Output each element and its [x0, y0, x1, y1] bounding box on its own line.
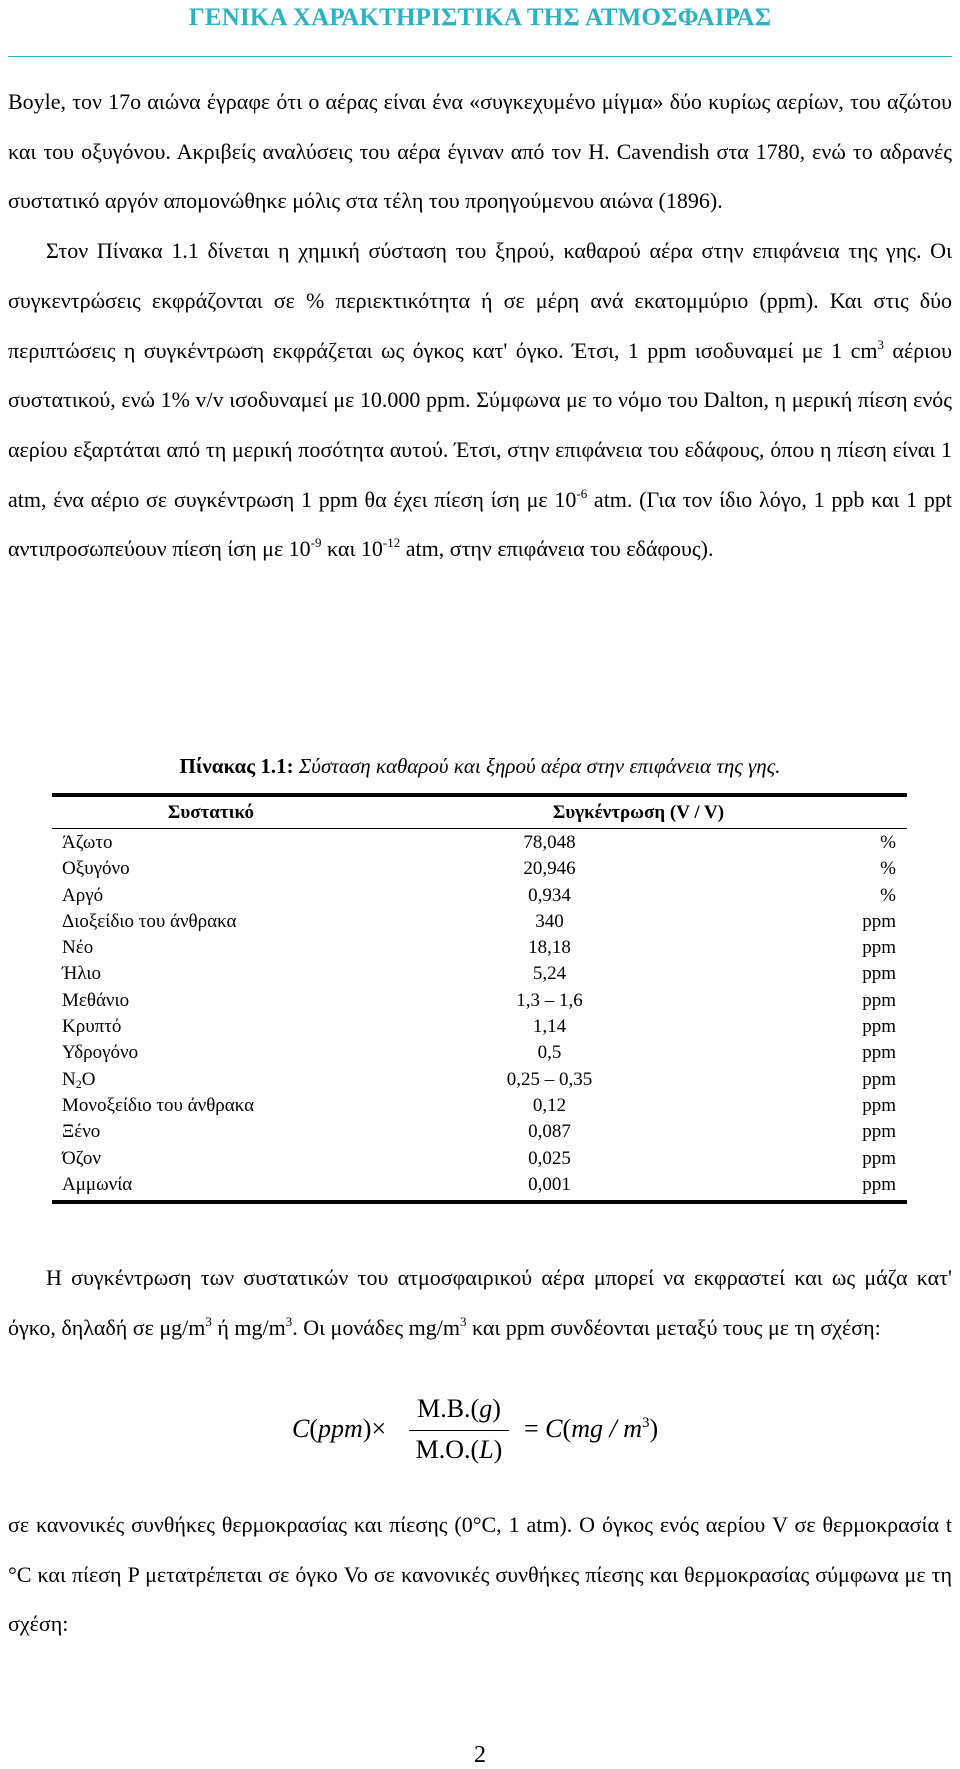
header-divider — [8, 56, 952, 57]
component-unit: % — [880, 832, 896, 853]
component-value: 78,048 — [523, 832, 576, 853]
component-name: Άζωτο — [62, 832, 113, 853]
component-name: Όζον — [62, 1147, 101, 1169]
superscript: 3 — [205, 1313, 212, 1329]
component-name: Οξυγόνο — [62, 858, 130, 880]
conditions-paragraph — [8, 1500, 952, 1649]
component-name: Κρυπτό — [62, 1016, 122, 1038]
component-value: 0,934 — [528, 884, 571, 906]
superscript: 3 — [459, 1313, 467, 1329]
formula-unit: mg / m — [571, 1414, 642, 1443]
table-row — [52, 935, 907, 961]
intro-text: και 10 — [321, 536, 383, 562]
superscript: 3 — [877, 336, 884, 352]
component-unit: ppm — [862, 1121, 896, 1143]
component-value: 20,946 — [523, 858, 576, 880]
component-name: Υδρογόνο — [62, 1042, 139, 1064]
composition-table — [52, 793, 907, 1204]
component-value: 0,25 – 0,35 — [506, 1068, 593, 1090]
intro-sentence-table-ref: Στον Πίνακα 1.1 δίνεται η χημική σύσταση του ξηρού, καθαρού αέρα στην επιφάνεια της γης. Οι συγκεντρώσεις εκφράζονται σε % περιεκτικότητα ή σε μέρη ανά εκατομμύριο (ppm). Και στις δύο περιπτώσεις η συγκέντρωση εκφράζεται ως όγκος κατ' όγκο. Έτσι, 1 ppm ισοδυναμεί με 1 cm — [8, 238, 952, 363]
component-unit: ppm — [862, 1016, 896, 1038]
table-bottom-rule — [52, 1200, 907, 1204]
formula-text: M.B.( — [417, 1394, 480, 1423]
component-value: 18,18 — [528, 937, 571, 959]
component-name: Νέο — [62, 937, 94, 959]
component-value: 340 — [535, 910, 564, 932]
formula-paren: ( — [309, 1414, 319, 1443]
superscript: 3 — [641, 1415, 650, 1431]
component-name: Ξένο — [62, 1121, 101, 1143]
table-row — [52, 1067, 907, 1093]
intro-text: αέριου συστατικού, ενώ 1% v/v ισοδυναμεί με 10.000 ppm. Σύμφωνα με το νόμο του Dalton, η μερική πίεση ενός αερίου εξαρτάται από τη μερική ποσότητα αυτού. Έτσι, στην επιφάνεια του εδάφους, όπου η πίεση είναι 1 atm, ένα αέριο σε συγκέντρωση 1 ppm θα έχει πίεση ίση με 10 — [8, 337, 952, 512]
intro-text: atm, στην επιφάνεια του εδάφους). — [400, 536, 714, 562]
table-row — [52, 883, 907, 909]
table-row — [52, 1014, 907, 1040]
units-text: ή mg/m — [211, 1314, 286, 1340]
running-header — [0, 0, 960, 40]
table-caption-label: Πίνακας 1.1: — [179, 754, 294, 778]
table-row — [52, 1093, 907, 1119]
table-row — [52, 1172, 907, 1198]
units-paragraph — [8, 1253, 952, 1352]
intro-sentence-boyle: Boyle, τον 17ο αιώνα έγραφε ότι ο αέρας είναι ένα «συγκεχυμένο μίγμα» δύο κυρίως αερίων, του αζώτου και του οξυγόνου. Ακριβείς αναλύσεις του αέρα έγιναν από τον H. Cavendish στα 1780, ενώ το αδρανές συστατικό αργόν απομονώθηκε μόλις στα τέλη του προηγούμενου αιώνα (1896). — [8, 89, 952, 214]
formula-text: M.O.( — [415, 1435, 480, 1464]
units-text: Η συγκέντρωση των συστατικών του ατμοσφαιρικού αέρα μπορεί να εκφραστεί και ως μάζα κατ' όγκο, δηλαδή σε μg/m — [8, 1265, 952, 1340]
component-unit: ppm — [862, 1068, 896, 1090]
component-value: 0,087 — [528, 1121, 571, 1143]
component-value: 0,12 — [532, 1094, 567, 1116]
component-unit: ppm — [862, 963, 896, 985]
conversion-formula — [290, 1390, 710, 1470]
formula-symbol: g — [479, 1394, 493, 1423]
conditions-text: σε κανονικές συνθήκες θερμοκρασίας και πίεσης (0°C, 1 atm). Ο όγκος ενός αερίου V σε θερμοκρασία t °C και πίεση P μετατρέπεται σε όγκο Vo σε κανονικές συνθήκες πίεσης και θερμοκρασίας σύμφωνα με τη σχέση: — [8, 1512, 952, 1637]
units-text: . Οι μονάδες mg/m — [292, 1314, 460, 1340]
table-caption-text: Σύσταση καθαρού και ξηρού αέρα στην επιφάνεια της γης. — [298, 754, 781, 778]
units-text: και ppm συνδέονται μεταξύ τους με τη σχέση: — [466, 1314, 881, 1340]
formula-subscript: 2 — [75, 1076, 82, 1091]
running-header-title: ΓΕΝΙΚΑ ΧΑΡΑΚΤΗΡΙΣΤΙΚΑ ΤΗΣ ΑΤΜΟΣΦΑΙΡΑΣ — [188, 4, 772, 31]
component-value: 0,001 — [528, 1173, 571, 1195]
table-row — [52, 909, 907, 935]
formula-paren: ) — [493, 1435, 503, 1464]
formula-symbol: C — [545, 1414, 563, 1443]
formula-fraction — [405, 1390, 513, 1469]
component-unit: ppm — [862, 1042, 896, 1064]
table-row — [52, 856, 907, 882]
formula-paren: ) — [362, 1414, 372, 1443]
component-name: Μεθάνιο — [62, 989, 130, 1011]
component-unit: ppm — [862, 989, 896, 1011]
intro-paragraph — [8, 77, 952, 574]
page-number: 2 — [474, 1742, 486, 1768]
table-body — [52, 829, 907, 1200]
superscript: 3 — [285, 1313, 293, 1329]
formula-unit: ppm — [318, 1414, 363, 1443]
formula-element: N — [62, 1068, 76, 1090]
formula-paren: ( — [562, 1414, 572, 1443]
formula-numerator — [405, 1390, 513, 1428]
component-name: Ήλιο — [62, 963, 101, 985]
table-row — [52, 830, 907, 856]
component-unit: ppm — [862, 1147, 896, 1169]
component-unit: ppm — [862, 1173, 896, 1195]
component-value: 5,24 — [532, 963, 567, 985]
intro-text: atm. (Για τον ίδιο λόγο, 1 ppb και 1 ppt αντιπροσωπεύουν πίεση ίση με 10 — [8, 486, 952, 562]
table-row — [52, 1040, 907, 1066]
component-unit: % — [880, 884, 896, 906]
formula-symbol: C — [292, 1414, 310, 1443]
component-name: Αμμωνία — [62, 1173, 133, 1195]
formula-paren: ) — [492, 1394, 501, 1423]
component-name: Αργό — [62, 884, 104, 906]
component-unit: ppm — [862, 910, 896, 932]
formula-paren: ) — [649, 1414, 659, 1443]
formula-lhs — [292, 1414, 386, 1444]
component-name: Μονοξείδιο του άνθρακα — [62, 1094, 255, 1116]
superscript: -6 — [576, 485, 588, 501]
component-value: 1,3 – 1,6 — [516, 989, 583, 1011]
component-value: 1,14 — [532, 1016, 567, 1038]
table-header-component: Συστατικό — [167, 802, 255, 823]
component-value: 0,025 — [528, 1147, 571, 1169]
formula-operator: = — [524, 1414, 539, 1443]
table-caption — [0, 752, 960, 780]
component-name: Διοξείδιο του άνθρακα — [62, 910, 237, 932]
component-unit: ppm — [862, 937, 896, 959]
component-value: 0,5 — [537, 1042, 562, 1064]
formula-denominator — [405, 1431, 513, 1469]
formula-rhs — [524, 1414, 658, 1444]
table-row — [52, 961, 907, 987]
formula-element: O — [81, 1068, 96, 1090]
table-row — [52, 1146, 907, 1172]
component-unit: % — [880, 858, 896, 880]
formula-symbol: L — [479, 1435, 494, 1464]
superscript: -9 — [310, 535, 322, 551]
component-unit: ppm — [862, 1094, 896, 1116]
table-row — [52, 988, 907, 1014]
superscript: -12 — [382, 535, 401, 551]
component-name — [52, 1067, 432, 1093]
formula-operator: × — [371, 1414, 387, 1443]
table-header-concentration: Συγκέντρωση (V / V) — [552, 802, 725, 823]
table-header-row — [52, 797, 907, 828]
table-row — [52, 1119, 907, 1145]
